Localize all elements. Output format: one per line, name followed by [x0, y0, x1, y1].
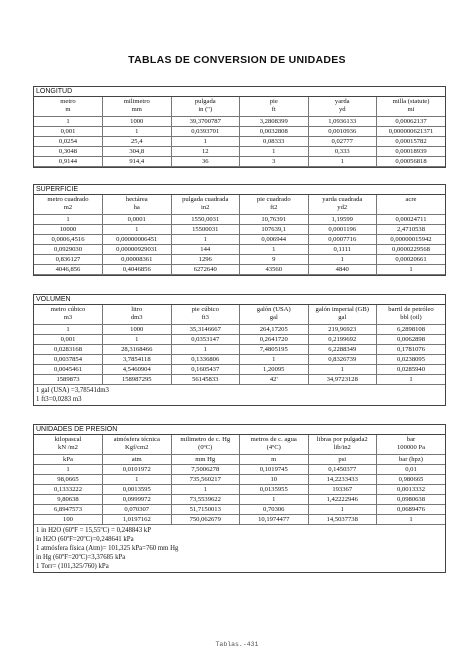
table-cell: 0,0001 — [103, 215, 172, 225]
table-cell: 0,3048 — [34, 147, 103, 157]
table-row — [34, 355, 445, 365]
table-cell: 1 — [34, 465, 103, 475]
table-cell: 1,0197162 — [103, 515, 172, 525]
table-cell: 0,1605437 — [171, 365, 240, 375]
table-row — [34, 375, 445, 385]
table-cell: 0,70306 — [240, 505, 309, 515]
unit-cell: kPa — [34, 455, 103, 465]
table-cell: 1 — [171, 345, 240, 355]
table-cell: 264,17205 — [240, 325, 309, 335]
note-line: 1 Torr= (101,325/760) kPa — [36, 563, 109, 570]
table-cell: 98,0665 — [34, 475, 103, 485]
table-cell: 3,7854118 — [103, 355, 172, 365]
table-cell: 0,00000015942 — [377, 235, 446, 245]
page-title: TABLAS DE CONVERSION DE UNIDADES — [128, 54, 346, 66]
table-cell: 25,4 — [103, 137, 172, 147]
unit-cell: psi — [308, 455, 377, 465]
table-cell: 14,2233433 — [308, 475, 377, 485]
table-row — [34, 345, 445, 355]
table-cell: 0,0393701 — [171, 127, 240, 137]
table-cell: 1 — [377, 515, 446, 525]
presion-notes — [34, 525, 445, 572]
section-heading: UNIDADES DE PRESION — [34, 425, 445, 435]
page-footer: Tablas.-431 — [215, 641, 259, 648]
table-row — [34, 215, 445, 225]
table-cell: 0,070307 — [103, 505, 172, 515]
note-line: 1 in H2O (60ºF = 15,55ºC) = 0,248843 kP — [36, 527, 151, 534]
unit-cell: m — [240, 455, 309, 465]
table-cell: 0,00000929031 — [103, 245, 172, 255]
table-cell: 0,8326739 — [308, 355, 377, 365]
header-row — [34, 435, 445, 455]
table-cell: 0,9144 — [34, 157, 103, 167]
header-cell: hectárea ha — [103, 195, 172, 215]
table-cell: 1296 — [171, 255, 240, 265]
header-cell: pie ft — [240, 97, 309, 117]
table-cell: 1000 — [103, 325, 172, 335]
table-cell: 14,5037738 — [308, 515, 377, 525]
table-cell: 0,0980638 — [377, 495, 446, 505]
table-cell: 0,0135955 — [240, 485, 309, 495]
table-cell: 1550,0031 — [171, 215, 240, 225]
table-cell: 735,560217 — [171, 475, 240, 485]
table-cell: 6,2288349 — [308, 345, 377, 355]
section-heading: SUPERFICIE — [34, 185, 445, 195]
table-cell: 1,20095 — [240, 365, 309, 375]
section-heading: VOLUMEN — [34, 295, 445, 305]
header-cell: acre — [377, 195, 446, 215]
header-cell: milimetro mm — [103, 97, 172, 117]
header-cell: galón imperial (GB) gal — [308, 305, 377, 325]
table-cell: 304,8 — [103, 147, 172, 157]
table-cell: 0,000000621371 — [377, 127, 446, 137]
table-cell: 1 — [308, 157, 377, 167]
table-cell: 56145833 — [171, 375, 240, 385]
table-row — [34, 485, 445, 495]
header-row — [34, 195, 445, 215]
table-cell: 0,0929030 — [34, 245, 103, 255]
table-cell: 4046,856 — [34, 265, 103, 275]
table-cell: 0,0010936 — [308, 127, 377, 137]
header-cell: litro dm3 — [103, 305, 172, 325]
header-cell: metros de c. agua (4ºC) — [240, 435, 309, 455]
table-cell: 6,8947573 — [34, 505, 103, 515]
table-row — [34, 515, 445, 525]
table-cell: 0,0283168 — [34, 345, 103, 355]
section-presion — [33, 424, 446, 573]
table-cell: 0,0238095 — [377, 355, 446, 365]
table-cell: 3 — [240, 157, 309, 167]
table-cell: 0,0032808 — [240, 127, 309, 137]
table-cell: 0,00056818 — [377, 157, 446, 167]
header-cell: pie cuadrado ft2 — [240, 195, 309, 215]
table-cell: 3,2808399 — [240, 117, 309, 127]
table-cell: 0,2199692 — [308, 335, 377, 345]
header-cell: galón (USA) gal — [240, 305, 309, 325]
table-cell: 219,96923 — [308, 325, 377, 335]
table-cell: 144 — [171, 245, 240, 255]
table-cell: 0,0999972 — [103, 495, 172, 505]
table-cell: 0,0007716 — [308, 235, 377, 245]
table-cell: 1 — [34, 117, 103, 127]
note-line: in H2O (60ºF=20ºC)=0,248641 kPa — [36, 536, 134, 543]
table-cell: 0,00015782 — [377, 137, 446, 147]
header-cell: metro m — [34, 97, 103, 117]
table-cell: 0,0001196 — [308, 225, 377, 235]
table-cell: 158987295 — [103, 375, 172, 385]
table-cell: 0,1336806 — [171, 355, 240, 365]
table-cell: 7,5006278 — [171, 465, 240, 475]
table-cell: 0,1111 — [308, 245, 377, 255]
table-cell: 0,0013595 — [103, 485, 172, 495]
table-cell: 12 — [171, 147, 240, 157]
table-cell: 6,2898108 — [377, 325, 446, 335]
table-cell: 39,3700787 — [171, 117, 240, 127]
table-row — [34, 335, 445, 345]
table-cell: 1 — [34, 215, 103, 225]
table-cell: 0,0062898 — [377, 335, 446, 345]
table-cell: 0,00008361 — [103, 255, 172, 265]
table-cell: 35,3146667 — [171, 325, 240, 335]
table-cell: 1 — [103, 335, 172, 345]
table-cell: 1 — [240, 147, 309, 157]
table-cell: 2,4710538 — [377, 225, 446, 235]
table-row — [34, 495, 445, 505]
table-cell: 36 — [171, 157, 240, 167]
header-cell: bar 100000 Pa — [377, 435, 446, 455]
table-row — [34, 465, 445, 475]
table-cell: 7,4805195 — [240, 345, 309, 355]
table-cell: 0,333 — [308, 147, 377, 157]
table-row — [34, 157, 445, 167]
section-longitud — [33, 86, 446, 168]
table-cell: 107639,1 — [240, 225, 309, 235]
table-row — [34, 255, 445, 265]
table-cell: 15500031 — [171, 225, 240, 235]
table-cell: 1589873 — [34, 375, 103, 385]
header-cell: yarda cuadrada yd2 — [308, 195, 377, 215]
table-cell: 34,9723128 — [308, 375, 377, 385]
table-cell: 0,001 — [34, 335, 103, 345]
table-cell: 0,02777 — [308, 137, 377, 147]
table-cell: 4,5460904 — [103, 365, 172, 375]
table-cell: 0,1019745 — [240, 465, 309, 475]
note-line: in Hg (60ºF=20ºC)=3,37685 kPa — [36, 554, 126, 561]
table-cell: 9,80638 — [34, 495, 103, 505]
header-cell: metro cúbico m3 — [34, 305, 103, 325]
table-cell: 0,08333 — [240, 137, 309, 147]
table-row — [34, 137, 445, 147]
header-cell: pulgada in (") — [171, 97, 240, 117]
note-line: 1 atmósfera física (Atm)= 101,325 kPa=760 mm Hg — [36, 545, 179, 552]
table-cell: 1 — [240, 355, 309, 365]
header-cell: pulgada cuadrada in2 — [171, 195, 240, 215]
table-row — [34, 475, 445, 485]
table-cell: 0,0101972 — [103, 465, 172, 475]
table-cell: 0,00062137 — [377, 117, 446, 127]
table-cell: 0,01 — [377, 465, 446, 475]
header-cell: pie cúbico ft3 — [171, 305, 240, 325]
table-cell: 0,00024711 — [377, 215, 446, 225]
table-cell: 1,19599 — [308, 215, 377, 225]
table-row — [34, 265, 445, 275]
table-cell: 42' — [240, 375, 309, 385]
table-cell: 1 — [377, 375, 446, 385]
table-cell: 193367 — [308, 485, 377, 495]
table-row — [34, 245, 445, 255]
header-row — [34, 305, 445, 325]
table-cell: 0,1333222 — [34, 485, 103, 495]
table-cell: 0,0254 — [34, 137, 103, 147]
table-cell: 1,42222946 — [308, 495, 377, 505]
table-cell: 10,76391 — [240, 215, 309, 225]
table-cell: 914,4 — [103, 157, 172, 167]
table-cell: 750,062679 — [171, 515, 240, 525]
table-cell: 0,001 — [34, 127, 103, 137]
header-cell: barril de petróleo bbl (oil) — [377, 305, 446, 325]
header-cell: kilopascal kN /m2 — [34, 435, 103, 455]
volumen-notes — [34, 385, 445, 405]
table-cell: 0,0353147 — [171, 335, 240, 345]
table-cell: 1 — [240, 495, 309, 505]
superficie-table — [34, 195, 445, 275]
table-cell: 10,1974477 — [240, 515, 309, 525]
table-cell: 28,3168466 — [103, 345, 172, 355]
table-cell: 1 — [103, 225, 172, 235]
table-row — [34, 127, 445, 137]
volumen-table — [34, 305, 445, 385]
header-cell: metro cuadrado m2 — [34, 195, 103, 215]
table-cell: 0,836127 — [34, 255, 103, 265]
table-cell: 43560 — [240, 265, 309, 275]
table-row — [34, 505, 445, 515]
table-cell: 73,5539622 — [171, 495, 240, 505]
unit-cell: atm — [103, 455, 172, 465]
table-cell: 0,1781076 — [377, 345, 446, 355]
table-cell: 0,980665 — [377, 475, 446, 485]
header-cell: yarda yd — [308, 97, 377, 117]
table-cell: 0,0000229568 — [377, 245, 446, 255]
header-cell: libras por pulgada2 lib/in2 — [308, 435, 377, 455]
presion-table — [34, 435, 445, 525]
table-cell: 0,006944 — [240, 235, 309, 245]
table-row — [34, 225, 445, 235]
longitud-table — [34, 97, 445, 167]
header-cell: milimetro de c. Hg (0ºC) — [171, 435, 240, 455]
table-row — [34, 325, 445, 335]
table-cell: 10000 — [34, 225, 103, 235]
table-cell: 1 — [308, 255, 377, 265]
unit-cell: mm Hg — [171, 455, 240, 465]
table-cell: 4840 — [308, 265, 377, 275]
table-cell: 51,7150013 — [171, 505, 240, 515]
table-cell: 1 — [103, 127, 172, 137]
table-cell: 0,00020661 — [377, 255, 446, 265]
units-row — [34, 455, 445, 465]
table-cell: 1 — [103, 475, 172, 485]
header-cell: milla (statute) mi — [377, 97, 446, 117]
table-cell: 0,0285940 — [377, 365, 446, 375]
header-row — [34, 97, 445, 117]
table-cell: 6272640 — [171, 265, 240, 275]
table-cell: 100 — [34, 515, 103, 525]
table-cell: 0,0013332 — [377, 485, 446, 495]
section-volumen — [33, 294, 446, 406]
note-line: 1 ft3=0,0283 m3 — [36, 396, 82, 403]
table-cell: 1 — [171, 137, 240, 147]
note-line: 1 gal (USA) =3,78541dm3 — [36, 387, 109, 394]
table-cell: 1 — [34, 325, 103, 335]
section-superficie — [33, 184, 446, 276]
table-cell: 0,00018939 — [377, 147, 446, 157]
table-cell: 10 — [240, 475, 309, 485]
table-row — [34, 235, 445, 245]
table-cell: 0,0006,4516 — [34, 235, 103, 245]
table-cell: 0,00000006451 — [103, 235, 172, 245]
unit-cell: bar (hpz) — [377, 455, 446, 465]
header-cell: atmósfera técnica Kgf/cm2 — [103, 435, 172, 455]
table-cell: 1000 — [103, 117, 172, 127]
table-cell: 1 — [240, 245, 309, 255]
table-cell: 0,1450377 — [308, 465, 377, 475]
table-cell: 1 — [171, 235, 240, 245]
table-cell: 1 — [308, 505, 377, 515]
table-cell: 0,0045461 — [34, 365, 103, 375]
table-row — [34, 117, 445, 127]
table-cell: 0,0037854 — [34, 355, 103, 365]
table-cell: 1 — [377, 265, 446, 275]
table-cell: 1 — [308, 365, 377, 375]
table-cell: 0,0689476 — [377, 505, 446, 515]
table-cell: 9 — [240, 255, 309, 265]
section-heading: LONGITUD — [34, 87, 445, 97]
table-row — [34, 365, 445, 375]
table-cell: 0,4046856 — [103, 265, 172, 275]
table-cell: 1 — [171, 485, 240, 495]
table-cell: 1,0936133 — [308, 117, 377, 127]
table-cell: 0,2641720 — [240, 335, 309, 345]
table-row — [34, 147, 445, 157]
